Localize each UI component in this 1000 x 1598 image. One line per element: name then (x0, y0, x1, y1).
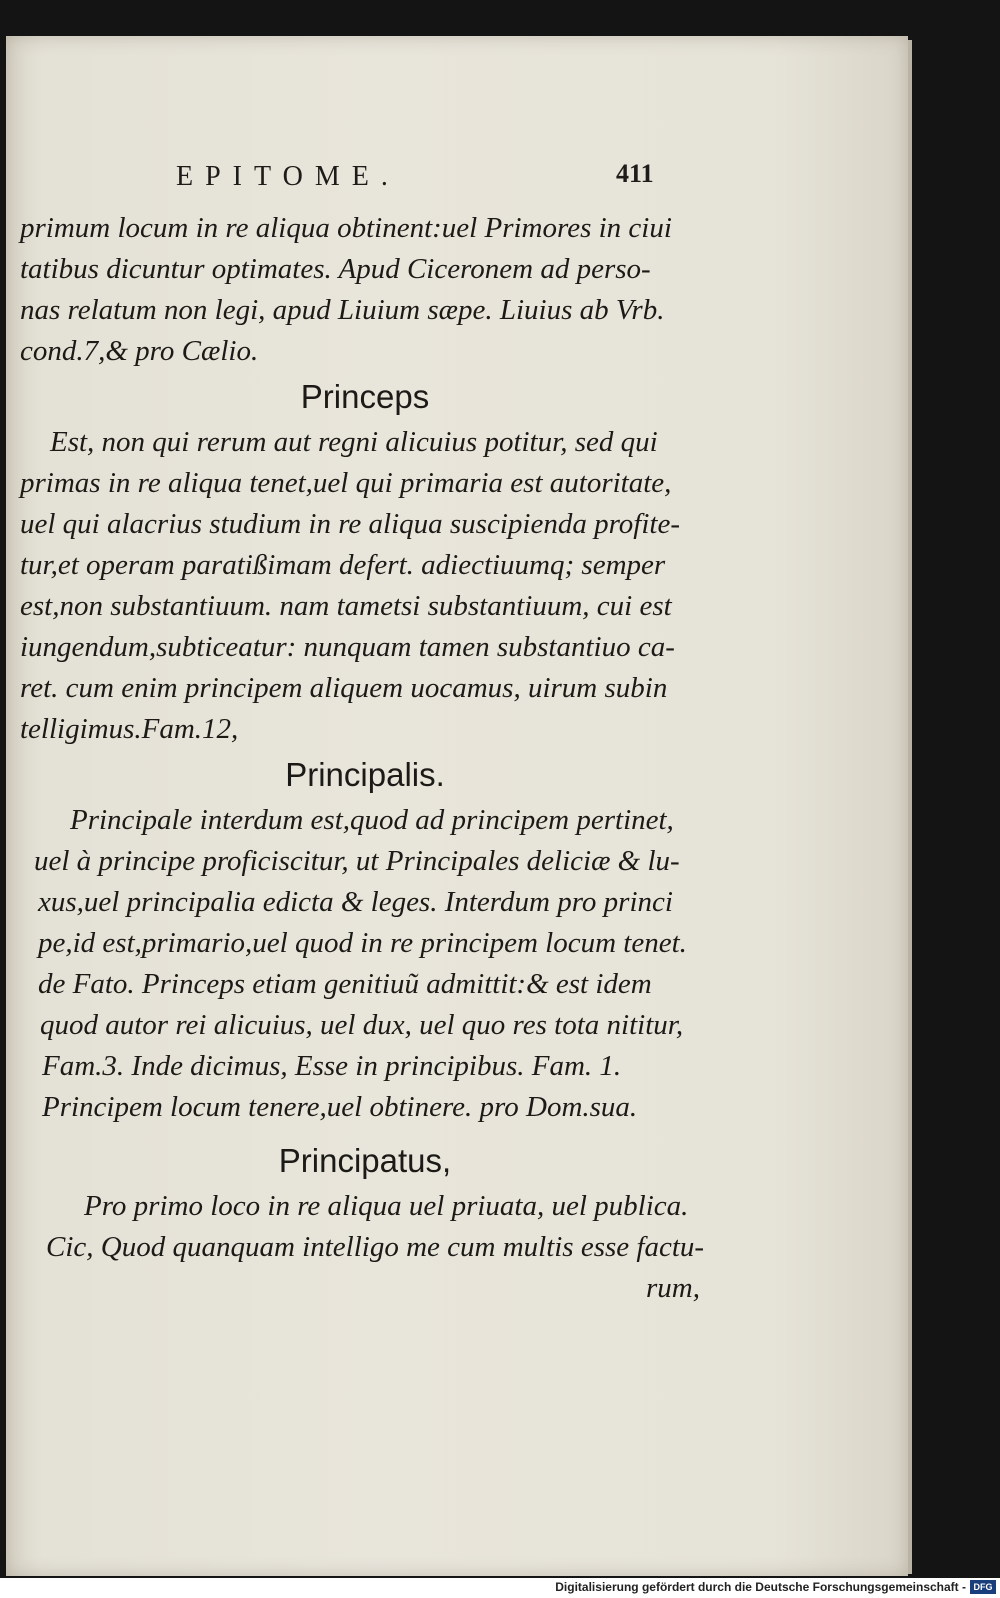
text-line: Principale interdum est,quod ad principem pertinet, (70, 804, 674, 836)
running-title: EPITOME. (176, 161, 400, 192)
footer-bar (0, 1578, 1000, 1598)
text-line: pe,id est,primario,uel quod in re principem locum tenet. (38, 927, 687, 959)
text-line: Est, non qui rerum aut regni alicuius potitur, sed qui (50, 426, 658, 458)
text-line: telligimus.Fam.12, (20, 713, 239, 745)
running-head (6, 131, 908, 191)
entry-heading: Principatus, (278, 1142, 452, 1179)
text-line: de Fato. Princeps etiam genitiuũ admittit:& est idem (38, 968, 652, 1000)
text-line: iungendum,subticeatur: nunquam tamen substantiuo ca- (20, 631, 675, 663)
text-line: est,non substantiuum. nam tametsi substantiuum, cui est (20, 590, 672, 622)
entry-princeps (20, 372, 710, 750)
funding-credit: Digitalisierung gefördert durch die Deutsche Forschungsgemeinschaft - (555, 1580, 966, 1594)
text-line: quod autor rei alicuius, uel dux, uel quo res tota nititur, (40, 1009, 684, 1041)
text-line: tur,et operam paratißimam defert. adiectiuumq; semper (20, 549, 666, 581)
text-line: Pro primo loco in re aliqua uel priuata, uel publica. (84, 1190, 689, 1222)
text-line: ret. cum enim principem aliquem uocamus, uirum subin (20, 672, 668, 704)
entry-principatus (20, 1136, 710, 1268)
book-page (6, 36, 908, 1576)
text-line: primum locum in re aliqua obtinent:uel Primores in ciui (20, 212, 672, 244)
text-line: Fam.3. Inde dicimus, Esse in principibus. Fam. 1. (42, 1050, 622, 1082)
catchword: rum, (646, 1272, 700, 1304)
text-line: tatibus dicuntur optimates. Apud Ciceronem ad perso- (20, 253, 651, 285)
entry-principalis (20, 750, 710, 1128)
text-line: Principem locum tenere,uel obtinere. pro Dom.sua. (42, 1091, 638, 1123)
text-line: xus,uel principalia edicta & leges. Interdum pro princi (38, 886, 673, 918)
text-block (20, 208, 710, 1268)
entry-continuation (20, 208, 710, 372)
text-line: primas in re aliqua tenet,uel qui primaria est autoritate, (20, 467, 672, 499)
text-line: nas relatum non legi, apud Liuium sæpe. Liuius ab Vrb. (20, 294, 665, 326)
entry-heading: Principalis. (285, 756, 445, 793)
dfg-logo: DFG (970, 1580, 996, 1594)
text-line: cond.7,& pro Cælio. (20, 335, 259, 367)
page-number: 411 (616, 159, 654, 188)
entry-heading: Princeps (300, 378, 430, 415)
text-line: uel qui alacrius studium in re aliqua suscipienda profite- (20, 508, 680, 540)
text-line: uel à principe proficiscitur, ut Principales deliciæ & lu- (34, 845, 680, 877)
page-edge (908, 40, 912, 1574)
text-line: Cic, Quod quanquam intelligo me cum multis esse factu- (46, 1231, 705, 1263)
